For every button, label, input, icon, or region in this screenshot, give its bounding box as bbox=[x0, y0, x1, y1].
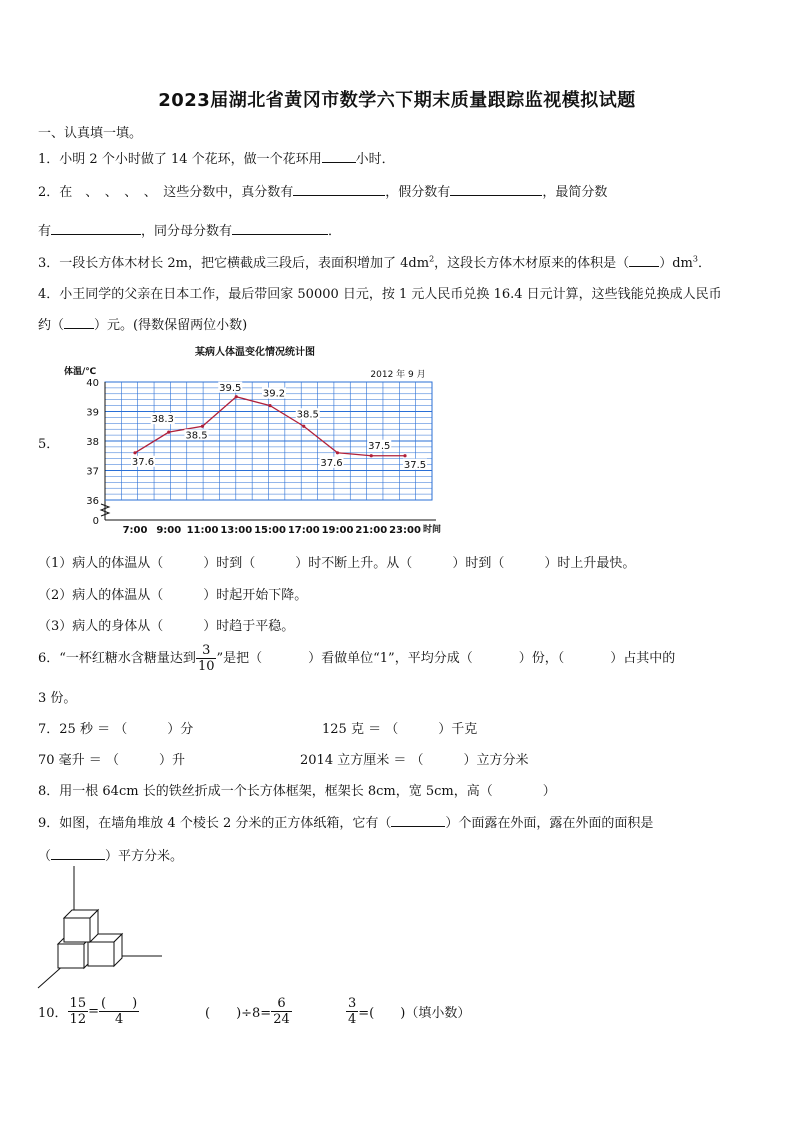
question-10-part-2 bbox=[205, 996, 292, 1027]
x-tick-label: 21:00 bbox=[355, 525, 388, 536]
question-text: ． bbox=[328, 224, 342, 239]
question-text: （3）病人的身体从（ bbox=[38, 619, 164, 634]
fraction-denominator: 10 bbox=[197, 659, 215, 674]
answer-blank[interactable] bbox=[51, 845, 105, 860]
question-2-continued bbox=[38, 220, 341, 239]
chart-subtitle: 2012 年 9 月 bbox=[370, 370, 426, 380]
question-text: 约（ bbox=[38, 318, 65, 333]
question-7-row-1b bbox=[322, 718, 477, 737]
question-text: ）元。(得数保留两位小数) bbox=[94, 318, 248, 333]
fraction bbox=[196, 643, 217, 674]
y-tick-label: 39 bbox=[86, 407, 99, 419]
question-text: ）看做单位“1”，平均分成（ bbox=[308, 651, 473, 666]
answer-blank[interactable] bbox=[255, 553, 295, 567]
question-text: ）时不断上升。从（ bbox=[295, 556, 413, 571]
question-text: 2014 立方厘米 ＝ （ bbox=[300, 753, 424, 768]
question-7-row-1a bbox=[38, 718, 193, 737]
fraction-numerator: 15 bbox=[69, 996, 87, 1011]
x-tick-label: 23:00 bbox=[389, 525, 421, 536]
question-text: 25 秒 ＝ （ bbox=[59, 722, 128, 737]
fraction-numerator: 6 bbox=[271, 996, 292, 1012]
answer-blank[interactable] bbox=[322, 148, 356, 163]
answer-blank[interactable] bbox=[391, 812, 445, 827]
question-text: ）立方分米 bbox=[463, 753, 529, 768]
question-2 bbox=[38, 181, 607, 200]
answer-blank[interactable] bbox=[127, 719, 167, 733]
answer-blank[interactable] bbox=[504, 553, 544, 567]
y-tick-label: 40 bbox=[86, 378, 99, 389]
question-number: 4． bbox=[38, 287, 60, 302]
question-text: ）时到（ bbox=[452, 556, 505, 571]
question-number: 1． bbox=[38, 152, 60, 167]
answer-blank[interactable] bbox=[293, 181, 385, 196]
question-10 bbox=[38, 996, 139, 1027]
data-label: 37.6 bbox=[320, 457, 343, 469]
y-axis-label: 体温/℃ bbox=[64, 367, 97, 377]
question-9 bbox=[38, 812, 653, 831]
page-title: 2023届湖北省黄冈市数学六下期末质量跟踪监视模拟试题 bbox=[158, 90, 636, 111]
data-label: 39.2 bbox=[262, 388, 286, 400]
question-number: 6． bbox=[38, 651, 60, 666]
question-number: 2． bbox=[38, 185, 60, 200]
question-text: ）千克 bbox=[438, 722, 478, 737]
answer-blank[interactable] bbox=[629, 252, 659, 267]
question-text: 小王同学的父亲在日本工作，最后带回家 50000 日元，按 1 元人民币兑换 16.4 日元计算，这些钱能兑换成人民币 bbox=[59, 287, 722, 302]
question-text: =( )（填小数） bbox=[358, 1006, 471, 1021]
fraction bbox=[271, 996, 292, 1027]
fraction-denominator: 12 bbox=[69, 1012, 87, 1027]
data-label: 37.5 bbox=[403, 459, 427, 471]
equals-sign: = bbox=[88, 1004, 99, 1019]
question-text: ，最简分数 bbox=[542, 185, 608, 200]
question-text: ）个面露在外面，露在外面的面积是 bbox=[445, 816, 654, 831]
answer-blank[interactable] bbox=[564, 648, 610, 662]
data-point bbox=[336, 451, 339, 454]
question-text: 如图，在墙角堆放 4 个棱长 2 分米的正方体纸箱，它有（ bbox=[59, 816, 392, 831]
fraction-denominator: 4 bbox=[114, 1012, 124, 1027]
data-point bbox=[403, 454, 406, 457]
question-7-row-2a bbox=[38, 749, 185, 768]
question-1 bbox=[38, 148, 395, 167]
data-point bbox=[370, 454, 373, 457]
data-point bbox=[235, 395, 238, 398]
question-5-number: 5． bbox=[38, 437, 60, 452]
data-label: 38.5 bbox=[185, 430, 208, 442]
chart-title: 某病人体温变化情况统计图 bbox=[195, 347, 315, 358]
question-4 bbox=[38, 283, 722, 302]
question-text: 小时． bbox=[355, 152, 395, 167]
stacked-cubes-figure bbox=[36, 864, 166, 989]
answer-blank[interactable] bbox=[398, 719, 438, 733]
question-text: （2）病人的体温从（ bbox=[38, 588, 164, 603]
data-label: 37.5 bbox=[368, 440, 391, 452]
question-10-part-3 bbox=[346, 996, 470, 1027]
question-8 bbox=[38, 780, 556, 799]
fraction-numerator: 3 bbox=[348, 996, 357, 1011]
y-tick-label: 38 bbox=[86, 437, 99, 448]
question-text: ）dm bbox=[659, 256, 693, 271]
answer-blank[interactable] bbox=[450, 181, 542, 196]
temperature-line-chart bbox=[60, 340, 460, 540]
x-tick-label: 19:00 bbox=[321, 525, 354, 536]
question-6 bbox=[38, 643, 675, 674]
x-tick-label: 17:00 bbox=[287, 525, 320, 536]
answer-blank[interactable] bbox=[163, 553, 203, 567]
question-text: “一杯红糖水含糖量达到 bbox=[59, 651, 196, 666]
data-label: 38.5 bbox=[296, 409, 319, 421]
data-point bbox=[268, 404, 271, 407]
question-text: ，这段长方体木材原来的体积是（ bbox=[434, 256, 630, 271]
question-text: ）平方分米。 bbox=[105, 849, 184, 864]
answer-blank[interactable] bbox=[262, 648, 308, 662]
fraction-numerator-blank[interactable]: ( ) bbox=[101, 996, 138, 1011]
question-text: 125 克 ＝ （ bbox=[322, 722, 399, 737]
fraction bbox=[346, 996, 358, 1027]
question-5-sub-3 bbox=[38, 615, 294, 634]
question-text: ”是把（ bbox=[216, 651, 263, 666]
data-point bbox=[302, 425, 305, 428]
x-tick-label: 13:00 bbox=[220, 525, 253, 536]
question-text: 小明 2 个小时做了 14 个花环，做一个花环用 bbox=[59, 152, 322, 167]
question-number: 10． bbox=[38, 1006, 68, 1021]
x-tick-label: 7:00 bbox=[122, 525, 148, 536]
question-text: 有 bbox=[38, 224, 52, 239]
answer-blank[interactable] bbox=[473, 648, 519, 662]
question-3 bbox=[38, 252, 711, 271]
question-5-sub-2 bbox=[38, 584, 307, 603]
question-number: 9． bbox=[38, 816, 60, 831]
question-text: ． bbox=[697, 256, 711, 271]
question-text: ）时到（ bbox=[203, 556, 256, 571]
fraction bbox=[68, 996, 89, 1027]
question-text: ）分 bbox=[167, 722, 194, 737]
y-tick-label: 36 bbox=[86, 496, 99, 507]
question-text: （1）病人的体温从（ bbox=[38, 556, 164, 571]
data-point bbox=[201, 425, 204, 428]
y-tick-label: 37 bbox=[86, 466, 99, 478]
question-text: 在 、 、 、 、 这些分数中，真分数有 bbox=[59, 185, 294, 200]
question-text: ）升 bbox=[158, 753, 185, 768]
answer-blank[interactable] bbox=[64, 314, 94, 329]
superscript: 3 bbox=[692, 254, 698, 264]
section-heading: 一、认真填一填。 bbox=[38, 126, 143, 141]
question-text: ）时上升最快。 bbox=[544, 556, 636, 571]
question-text: ）占其中的 bbox=[610, 651, 676, 666]
answer-blank[interactable] bbox=[412, 553, 452, 567]
question-text: ，假分数有 bbox=[385, 185, 451, 200]
question-number: 3． bbox=[38, 256, 60, 271]
question-7-row-2b bbox=[300, 749, 529, 768]
answer-blank[interactable] bbox=[493, 781, 543, 795]
question-text: ）时起开始下降。 bbox=[203, 588, 308, 603]
x-tick-label: 11:00 bbox=[186, 525, 219, 536]
fraction-denominator: 4 bbox=[348, 1012, 357, 1027]
data-label: 38.3 bbox=[151, 414, 174, 426]
question-5-sub-1 bbox=[38, 552, 635, 571]
y-tick-label: 0 bbox=[92, 516, 99, 527]
question-text: ）份，（ bbox=[518, 651, 565, 666]
x-tick-label: 9:00 bbox=[156, 525, 182, 536]
fraction-numerator: 3 bbox=[196, 643, 217, 659]
x-tick-label: 15:00 bbox=[254, 525, 286, 536]
question-text: （ bbox=[38, 849, 52, 864]
question-text: ）时趋于平稳。 bbox=[203, 619, 295, 634]
question-text: 一段长方体木材长 2m，把它横截成三段后，表面积增加了 4dm bbox=[59, 256, 430, 271]
question-6-continued: 3 份。 bbox=[38, 691, 77, 706]
data-point bbox=[167, 431, 170, 434]
question-text: ，同分母分数有 bbox=[141, 224, 233, 239]
data-label: 37.6 bbox=[131, 456, 155, 468]
answer-blank[interactable] bbox=[163, 616, 203, 630]
question-number: 7． bbox=[38, 722, 60, 737]
chart-points bbox=[131, 382, 427, 471]
answer-blank[interactable] bbox=[51, 220, 141, 235]
question-4-continued bbox=[38, 314, 247, 333]
x-axis-label: 时间 bbox=[423, 525, 442, 535]
question-text: ） bbox=[542, 784, 556, 799]
superscript: 2 bbox=[429, 254, 435, 264]
answer-blank[interactable] bbox=[232, 220, 328, 235]
question-text: 70 毫升 ＝ （ bbox=[38, 753, 119, 768]
data-point bbox=[133, 451, 136, 454]
fraction[interactable] bbox=[99, 996, 139, 1027]
question-text: 用一根 64cm 长的铁丝折成一个长方体框架，框架长 8cm，宽 5cm，高（ bbox=[59, 784, 493, 799]
data-label: 39.5 bbox=[219, 382, 242, 394]
answer-blank[interactable] bbox=[423, 750, 463, 764]
question-9-continued bbox=[38, 845, 183, 864]
fraction-denominator: 24 bbox=[273, 1012, 290, 1027]
answer-blank[interactable] bbox=[119, 750, 159, 764]
question-text: ( )÷8= bbox=[205, 1006, 272, 1021]
question-number: 8． bbox=[38, 784, 60, 799]
answer-blank[interactable] bbox=[163, 585, 203, 599]
